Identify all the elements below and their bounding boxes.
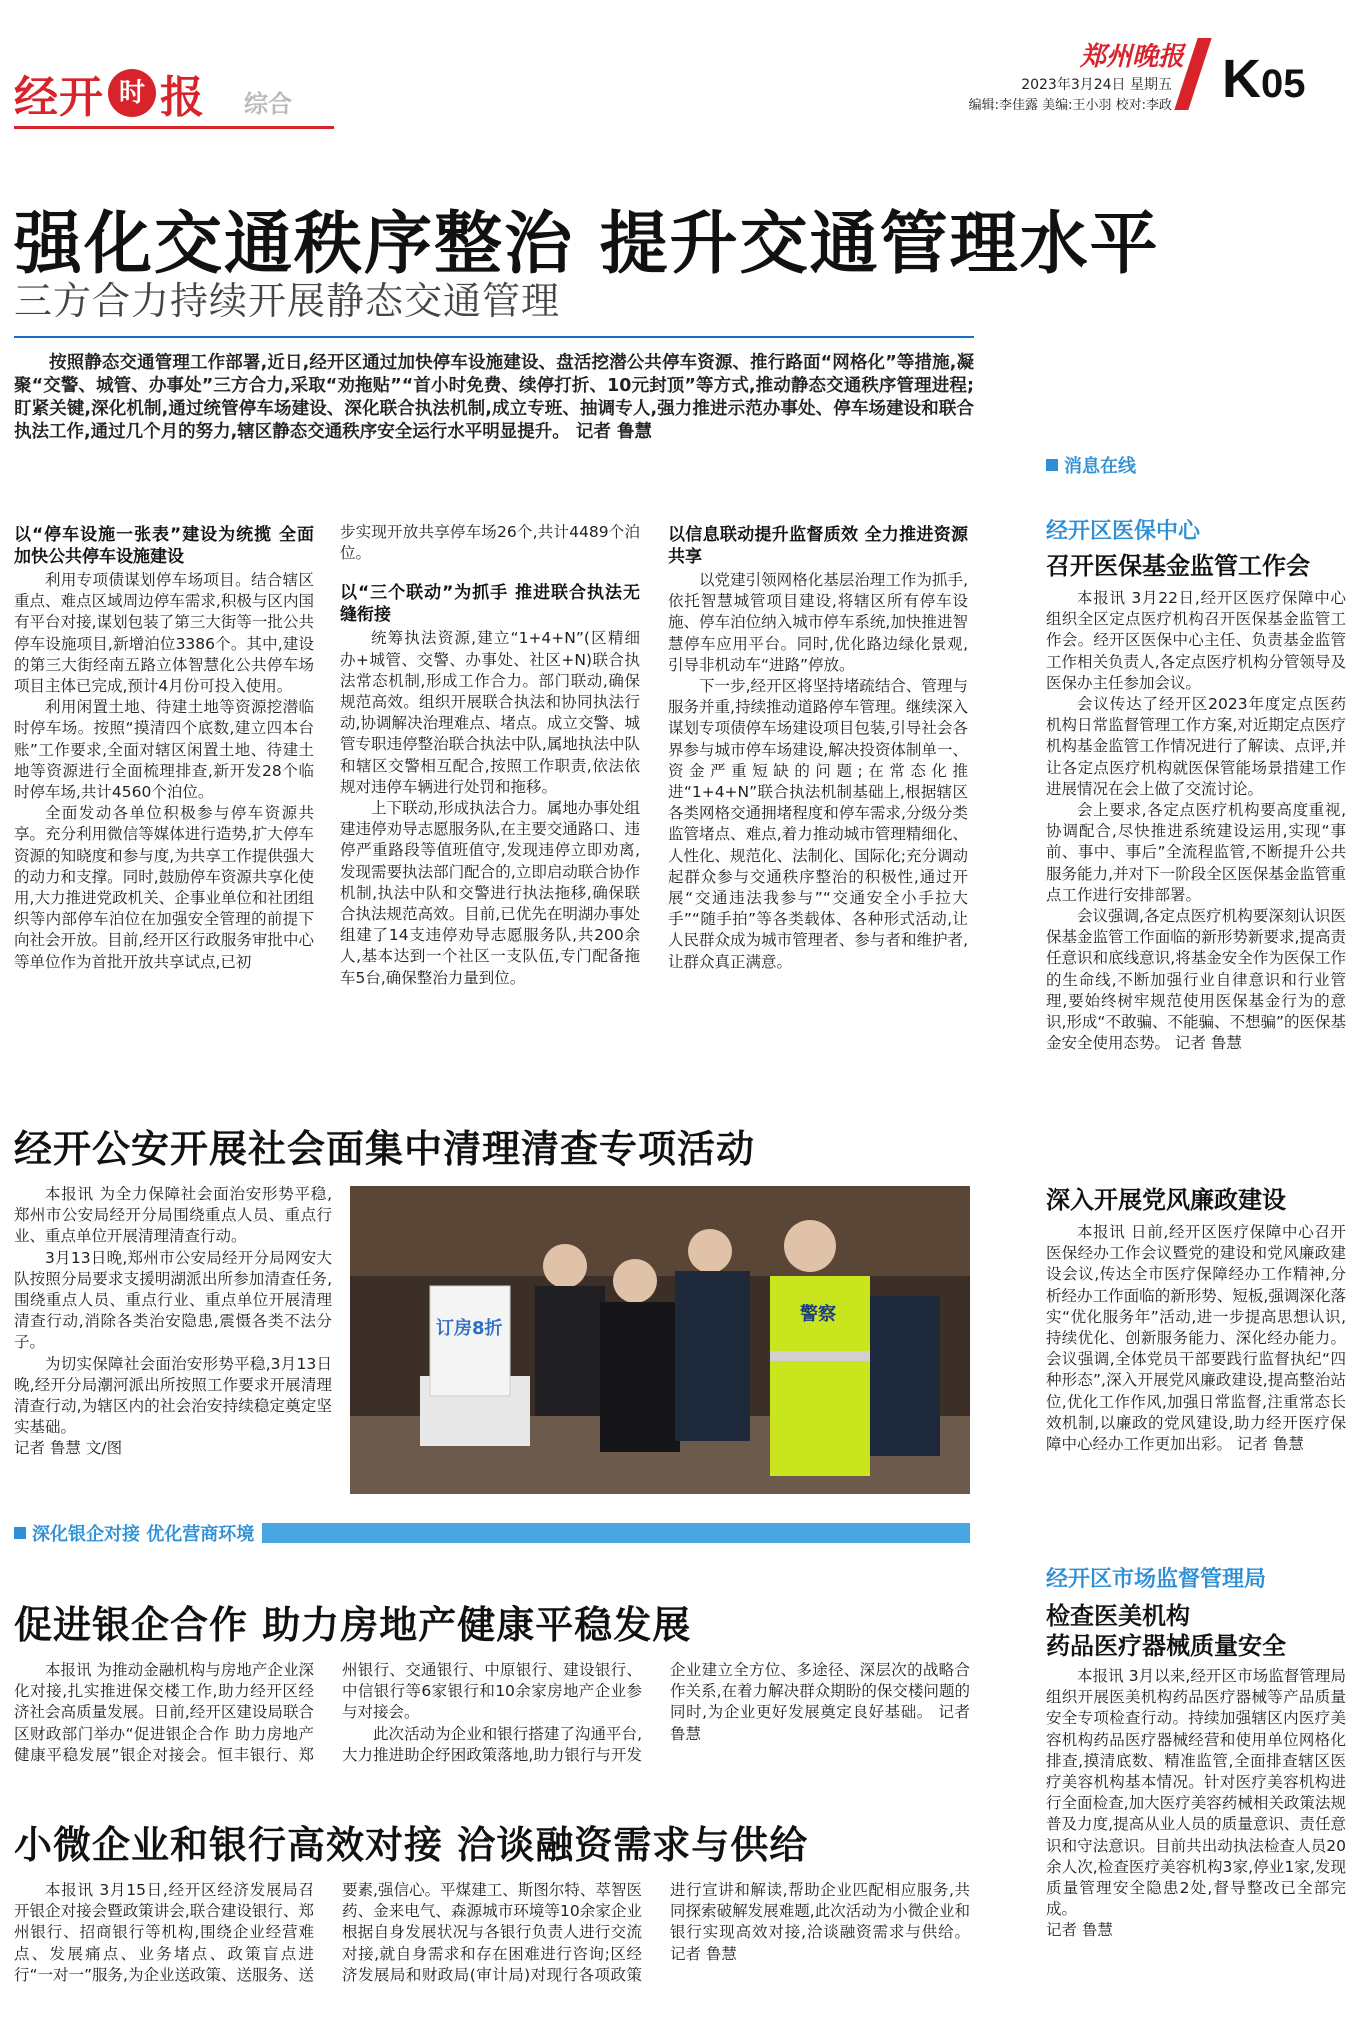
paragraph: 上下联动,形成执法合力。属地办事处组建违停劝导志愿服务队,在主要交通路口、违停严重路段等值班值守,发现违停立即劝离,发现需要执法部门配合的,立即启动联合协作机制,执法中队和交警进行执法拖移,确保联合执法规范高效。目前,已优先在明湖办事处组建了14支违停劝导志愿服务队,共200余人,基本达到一个社区一支队伍,专门配备拖车5台,确保整治力量到位。 (340, 799, 640, 987)
main-column-2 (340, 522, 640, 989)
sidebar-article-2 (1046, 1222, 1346, 1455)
sidebar-title-3a: 检查医美机构 (1046, 1602, 1190, 1630)
sme-headline: 小微企业和银行高效对接 洽谈融资需求与供给 (14, 1823, 809, 1867)
sidebar-title-3b: 药品医疗器械质量安全 (1046, 1632, 1286, 1660)
section-bar-line (262, 1523, 970, 1543)
paragraph: 利用专项债谋划停车场项目。结合辖区重点、难点区域周边停车需求,积极与区内国有平台对接,谋划包装了第三大街等一批公共停车设施项目,新增泊位3386个。其中,建设的第三大街经南五路立体智慧化公共停车场项目主体已完成,预计4月份可投入使用。 (14, 571, 314, 696)
paragraph: 为切实保障社会面治安形势平稳,3月13日晚,经开分局潮河派出所按照工作要求开展清理清查行动,为辖区内的社会治安持续稳定奠定坚实基础。 (14, 1354, 332, 1437)
paragraph: 利用闲置土地、待建土地等资源挖潜临时停车场。按照“摸清四个底数,建立四本台账”工作要求,全面对辖区闲置土地、待建土地等资源进行全面梳理排查,新开发28个临时停车场,共计4560个泊位。 (14, 698, 314, 802)
section-name: 综合 (244, 90, 292, 118)
sidebar-org-3: 经开区市场监督管理局 (1046, 1567, 1267, 1592)
sidebar-org-1: 经开区医保中心 (1046, 519, 1201, 544)
paragraph: 下一步,经开区将坚持堵疏结合、管理与服务并重,持续推动道路停车管理。继续深入谋划专项债停车场建设项目包装,引导社会各界参与城市停车场建设,解决投资体制单一、资金严重短缺的问题;在常态化推进“1+4+N”联合执法机制基础上,根据辖区各类网格交通拥堵程度和停车需求,分级分类监管堵点、难点,着力推动城市管理精细化、人性化、规范化、法制化、国际化;充分调动起群众参与交通秩序整治的积极性,通过开展“交通违法我参与”“交通安全小手拉大手”“随手拍”等各类载体、各种形式活动,让人民群众成为城市管理者、参与者和维护者,让群众真正满意。 (668, 677, 968, 971)
paragraph: 本报讯 3月22日,经开区医疗保障中心组织全区定点医疗机构召开医保基金监管工作会。经开区医保中心主任、负责基金监管工作相关负责人,各定点医疗机构分管领导及医保办主任参加会议。 (1046, 589, 1346, 692)
sme-article-body (14, 1880, 970, 2000)
column-heading: 以“停车设施一张表”建设为统揽 全面加快公共停车设施建设 (14, 525, 314, 567)
column-heading: 以信息联动提升监督质效 全力推进资源共享 (668, 525, 968, 567)
paragraph: 会上要求,各定点医疗机构要高度重视,协调配合,尽快推进系统建设运用,实现“事前、事中、事后”全流程监管,不断提升公共服务能力,并对下一阶段全区医保基金监管重点工作进行安排部署。 (1046, 801, 1346, 904)
main-headline: 强化交通秩序整治 提升交通管理水平 (14, 205, 1160, 284)
header-rule (14, 126, 334, 129)
section-logo-text: 经开 (14, 72, 104, 123)
paragraph: 全面发动各单位积极参与停车资源共享。充分利用微信等媒体进行造势,扩大停车资源的知晓度和参与度,为共享工作提供强大的动力和支撑。同时,鼓励停车资源共享化使用,大力推进党政机关、企事业单位和社团组织等内部停车泊位在加强安全管理的前提下向社会开放。目前,经开区行政服务审批中心等单位作为首批开放共享试点,已初 (14, 804, 314, 971)
police-photo-illustration (350, 1186, 970, 1494)
main-lead: 按照静态交通管理工作部署,近日,经开区通过加快停车设施建设、盘活挖潜公共停车资源、推行路面“网格化”等措施,凝聚“交警、城管、办事处”三方合力,采取“劝拖贴”“首小时免费、续停打折、10元封顶”等方式,推动静态交通秩序管理进程;盯紧关键,深化机制,通过统管停车场建设、深化联合执法机制,成立专班、抽调专人,强力推进示范办事处、停车场建设和联合执法工作,通过几个月的努力,辖区静态交通秩序安全运行水平明显提升。 记者 鲁慧 (14, 353, 974, 442)
main-subhead: 三方合力持续开展静态交通管理 (14, 279, 561, 323)
section-bar-square-icon (1046, 459, 1058, 471)
paragraph: 步实现开放共享停车场26个,共计4489个泊位。 (340, 523, 640, 563)
paragraph: 统筹执法资源,建立“1+4+N”(区精细办+城管、交警、办事处、社区+N)联合执法常态机制,形成工作合力。部门联动,确保规范高效。组织开展联合执法和协同执法行动,协调解决治理难点、堵点。成立交警、城管专职违停整治联合执法中队,属地执法中队和辖区交警相互配合,按照工作职责,依法依规对违停车辆进行处罚和拖移。 (340, 629, 640, 796)
sidebar-article-3 (1046, 1666, 1346, 1942)
issue-date: 2023年3月24日 星期五 (1021, 77, 1172, 93)
paragraph: 本报讯 为推动金融机构与房地产企业深化对接,扎实推进保交楼工作,助力经开区经济社会高质量发展。日前,经开区建设局联合区财政部门举办“促进银企合作 助力房地产健康平稳发展”银企对接会。恒丰银行、郑州银行、交通银行、中原银行、建设银行、中信银行等6家银行和10余家房地产企业参与对接会。 (14, 1661, 642, 1764)
byline: 记者 鲁慧 文/图 (14, 1439, 123, 1458)
section-logo-text-2: 报 (160, 72, 205, 123)
section-bar-square-icon (14, 1527, 26, 1539)
bank-headline: 促进银企合作 助力房地产健康平稳发展 (14, 1603, 692, 1647)
column-heading: 以“三个联动”为抓手 推进联合执法无缝衔接 (340, 583, 640, 626)
section-logo (14, 62, 205, 124)
police-column (14, 1184, 332, 1460)
page-letter: K (1222, 49, 1261, 109)
main-column-3 (668, 522, 968, 973)
page-number (1222, 49, 1306, 109)
paragraph: 3月13日晚,郑州市公安局经开分局网安大队按照分局要求支援明湖派出所参加清查任务,围绕重点人员、重点行业、重点单位开展清理清查行动,消除各类治安隐患,震慑各类不法分子。 (14, 1248, 332, 1352)
lead-rule (14, 336, 974, 338)
paragraph: 本报讯 3月15日,经开区经济发展局召开银企对接会暨政策讲会,联合建设银行、郑州银行、招商银行等机构,围绕企业经营难点、发展痛点、业务堵点、政策盲点进行“一对一”服务,为企业送政策、送服务、送要素,强信心。平煤建工、斯图尔特、萃智医药、金来电气、森源城市环境等10余家企业根据自身发展状况与各银行负责人进行交流对接,就自身需求和存在困难进行咨询;区经济发展局和财政局(审计局)对现行各项政策进行宣讲和解读,帮助企业匹配相应服务,共同探索破解发展难题,此次活动为小微企业和银行实现高效对接,洽谈融资需求与供给。 记者 鲁慧 (14, 1881, 970, 1984)
sidebar-article-1 (1046, 588, 1346, 1054)
main-column-1 (14, 522, 314, 973)
editor-credits: 编辑:李佳露 美编:王小羽 校对:李政 (968, 98, 1172, 113)
page-digits: 05 (1261, 62, 1306, 106)
paragraph: 以党建引领网格化基层治理工作为抓手,依托智慧城管项目建设,将辖区所有停车设施、停车泊位纳入城市停车系统,加快推进智慧停车应用平台。同时,优化路边绿化景观,引导非机动车“进路”停放。 (668, 571, 968, 674)
paragraph: 会议传达了经开区2023年度定点医药机构日常监督管理工作方案,对近期定点医疗机构基金监管工作情况进行了解读、点评,并让各定点医疗机构就医保管能场景措建工作进展情况在会上做了交流讨论。 (1046, 695, 1346, 798)
byline: 记者 鲁慧 (1046, 1921, 1113, 1940)
paragraph: 本报讯 为全力保障社会面治安形势平稳,郑州市公安局经开分局围绕重点人员、重点行业、重点单位开展清理清查行动。 (14, 1185, 332, 1246)
police-vest-badge: 警察 (800, 1304, 836, 1325)
section-logo-badge: 时 (108, 69, 156, 117)
paragraph: 会议强调,各定点医疗机构要深刻认识医保基金监管工作面临的新形势新要求,提高责任意识和底线意识,将基金安全作为医保工作的生命线,不断加强行业自律意识和行业管理,要始终树牢规范使用医保基金行为的意识,形成“不敢骗、不能骗、不想骗”的医保基金安全使用态势。 记者 鲁慧 (1046, 907, 1346, 1053)
sidebar-title-1: 召开医保基金监管工作会 (1046, 552, 1310, 580)
section-bar-bank (14, 1522, 970, 1544)
masthead-logo: 郑州晚报 (1080, 42, 1185, 72)
bank-article-body (14, 1660, 970, 1774)
paragraph: 此次活动为企业和银行搭建了沟通平台,大力推进助企纾困政策落地,助力银行与开发企业建立全方位、多途径、深层次的战略合作关系,在着力解决群众期盼的保交楼问题的同时,为企业更好发展奠定良好基础。 记者 鲁慧 (342, 1661, 970, 1764)
section-bar-label: 深化银企对接 优化营商环境 (32, 1524, 255, 1545)
paragraph: 本报讯 3月以来,经开区市场监督管理局组织开展医美机构药品医疗器械等产品质量安全专项检查行动。持续加强辖区内医疗美容机构药品医疗器械经营和使用单位网格化排查,摸清底数、精准监管,全面排查辖区医疗美容机构基本情况。针对医疗美容机构进行全面检查,加大医疗美容药械相关政策法规普及力度,提高从业人员的质量意识、责任意识和守法意识。目前共出动执法检查人员20余人次,检查医疗美容机构3家,停业1家,发现质量管理安全隐患2处,督导整改已全部完成。 (1046, 1667, 1346, 1919)
police-photo (350, 1186, 970, 1494)
section-bar-news (1046, 454, 1346, 476)
paragraph: 本报讯 日前,经开区医疗保障中心召开医保经办工作会议暨党的建设和党风廉政建设会议,传达全市医疗保障经办工作精神,分析经办工作面临的新形势、短板,强调深化落实“优化服务年”活动,进一步提高思想认识,持续优化、创新服务能力、深化经办能力。会议强调,全体党员干部要践行监督执纪“四种形态”,深入开展党风廉政建设,提高整治站位,优化工作作风,加强日常监督,注重常态长效机制,以廉政的党风建设,助力经开医疗保障中心经办工作更加出彩。 记者 鲁慧 (1046, 1223, 1346, 1454)
section-bar-label: 消息在线 (1064, 456, 1136, 477)
sidebar-title-2: 深入开展党风廉政建设 (1046, 1186, 1286, 1214)
police-headline: 经开公安开展社会面集中清理清查专项活动 (14, 1127, 756, 1171)
photo-sign-text: 订房8折 (436, 1318, 503, 1339)
